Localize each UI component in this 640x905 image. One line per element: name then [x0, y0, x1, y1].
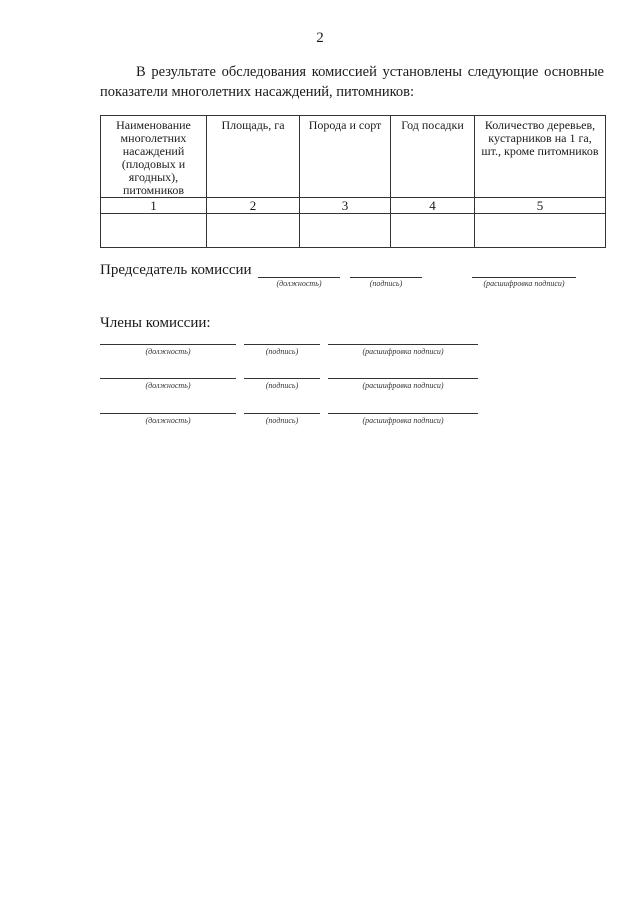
header-species-variety: Порода и сорт — [300, 116, 391, 198]
chair-signature-caption: (подпись) — [369, 279, 403, 288]
member-signature-block — [100, 413, 480, 437]
intro-paragraph — [100, 62, 604, 102]
chair-decoding-line — [472, 277, 576, 278]
intro-text: В результате обследования комиссией установлены следующие основные показатели многолетних насаждений, питомников: — [100, 64, 604, 100]
chair-signature-line — [350, 277, 422, 278]
header-trees-count: Количество деревьев, кустарников на 1 га, шт., кроме питомников — [475, 116, 606, 198]
member-signature-caption: (подпись) — [265, 347, 299, 356]
member-signature-block — [100, 378, 480, 402]
member-position-caption: (должность) — [145, 381, 191, 390]
column-number: 4 — [391, 198, 475, 214]
table-row — [101, 214, 606, 248]
member-signature-line — [244, 344, 320, 345]
chair-decoding-caption: (расшифровка подписи) — [483, 279, 565, 288]
page-number: 2 — [316, 30, 324, 46]
table-cell — [475, 214, 606, 248]
chair-label: Председатель комиссии — [100, 262, 252, 278]
member-signature-block — [100, 344, 480, 368]
member-decoding-caption: (расшифровка подписи) — [362, 416, 444, 425]
member-decoding-caption: (расшифровка подписи) — [362, 381, 444, 390]
member-position-line — [100, 344, 236, 345]
header-planting-year: Год посадки — [391, 116, 475, 198]
header-area: Площадь, га — [207, 116, 300, 198]
members-label: Члены комиссии: — [100, 315, 211, 331]
member-signature-line — [244, 378, 320, 379]
member-position-caption: (должность) — [145, 347, 191, 356]
member-position-line — [100, 413, 236, 414]
member-signature-line — [244, 413, 320, 414]
member-decoding-caption: (расшифровка подписи) — [362, 347, 444, 356]
member-position-line — [100, 378, 236, 379]
member-signature-caption: (подпись) — [265, 416, 299, 425]
member-decoding-line — [328, 378, 478, 379]
table-header-row — [101, 116, 606, 198]
column-number: 2 — [207, 198, 300, 214]
header-plantation-name: Наименование многолетних насаждений (плодовых и ягодных), питомников — [101, 116, 207, 198]
member-signature-caption: (подпись) — [265, 381, 299, 390]
member-decoding-line — [328, 413, 478, 414]
chair-signature-block — [100, 262, 580, 292]
table-cell — [101, 214, 207, 248]
table-cell — [207, 214, 300, 248]
table-cell — [391, 214, 475, 248]
column-number: 1 — [101, 198, 207, 214]
table-cell — [300, 214, 391, 248]
chair-position-caption: (должность) — [276, 279, 322, 288]
column-number: 3 — [300, 198, 391, 214]
chair-position-line — [258, 277, 340, 278]
column-number: 5 — [475, 198, 606, 214]
table-number-row — [101, 198, 606, 214]
member-decoding-line — [328, 344, 478, 345]
survey-table — [100, 115, 606, 248]
member-position-caption: (должность) — [145, 416, 191, 425]
